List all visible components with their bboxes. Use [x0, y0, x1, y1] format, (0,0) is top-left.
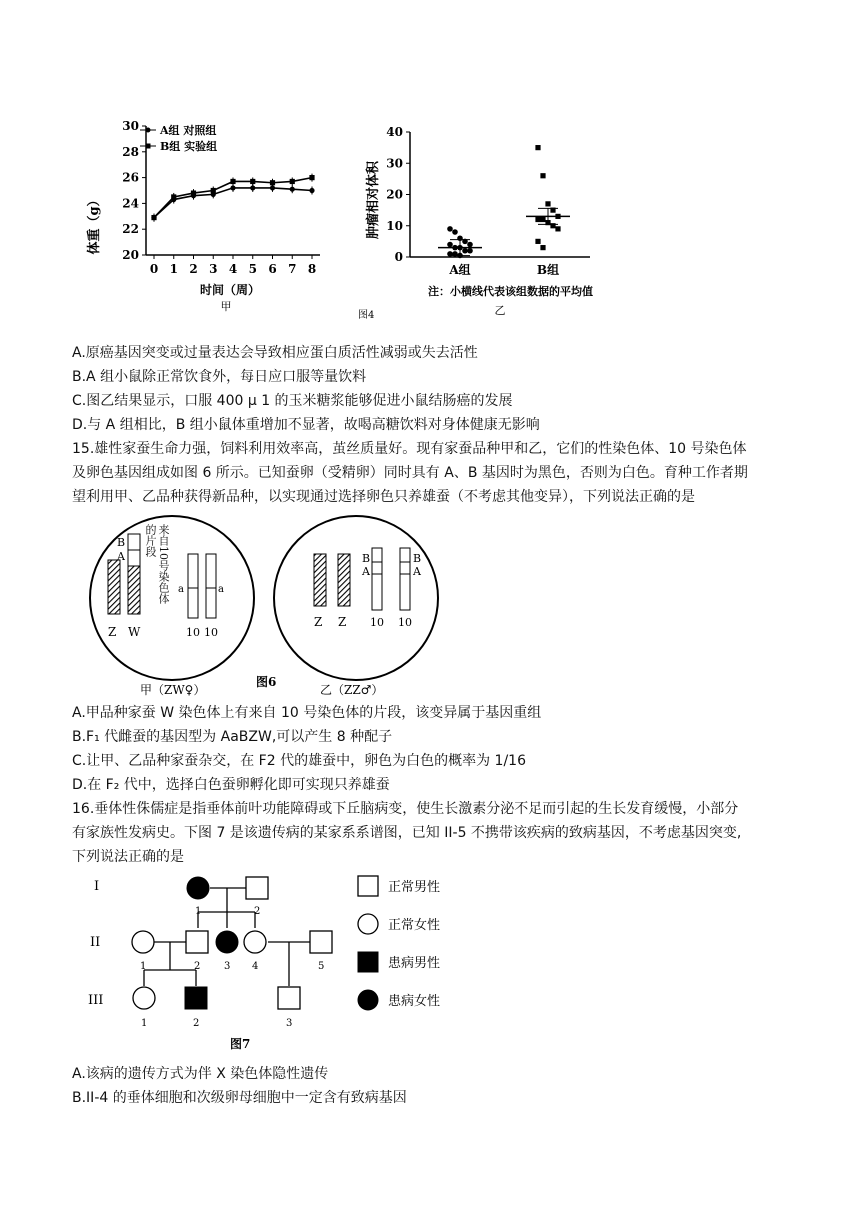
yi-point-b: [540, 245, 545, 250]
num-III-1: 1: [141, 1018, 148, 1029]
num-III-2: 2: [193, 1018, 200, 1029]
pedigree-II-2-normal-male: [186, 931, 208, 953]
yi-point-b: [555, 226, 560, 231]
gen-label-3: III: [88, 993, 104, 1008]
chromosome-z-1: [314, 554, 326, 606]
yi-point-b: [535, 145, 540, 150]
jia-xlabel: 时间（周）: [199, 283, 261, 297]
caption-yi: 乙（ZZ♂）: [320, 683, 384, 697]
jia-point-b: [230, 179, 235, 184]
yi-ytick-label: 10: [386, 218, 403, 233]
label-10-b: 10: [204, 626, 218, 639]
chromosome-10-right: [206, 554, 216, 618]
q15-stem-line-1: 15.雄性家蚕生命力强，饲料利用效率高，茧丝质量好。现有家蚕品种甲和乙，它们的性染色体、10 号染色体: [72, 441, 747, 457]
yi-ytick-label: 0: [394, 250, 403, 264]
yi-point-b: [540, 217, 545, 222]
segment-note: 来自10号染色体的片段: [144, 524, 170, 604]
q14-option-c: C.图乙结果显示，口服 400 μ 1 的玉米糖浆能够促进小鼠结肠癌的发展: [72, 393, 513, 409]
yi-ylabel: 肿瘤相对体积: [366, 160, 381, 240]
yi-point-b: [535, 239, 540, 244]
caption-jia: 甲（ZW♀）: [140, 683, 206, 697]
jia-ytick-label: 24: [122, 196, 139, 211]
gene-a-label: A: [117, 550, 125, 563]
chromosome-10-yi-1: [372, 548, 382, 610]
num-II-1: 1: [140, 961, 147, 972]
pedigree-III-3-normal-male: [278, 987, 300, 1009]
num-III-3: 3: [286, 1018, 293, 1029]
yi-sublabel: 乙: [494, 304, 506, 317]
label-10-yi-2: 10: [398, 616, 412, 629]
jia-xtick-label: 2: [189, 262, 198, 276]
label-10-a: 10: [186, 626, 200, 639]
q16-stem-line-1: 16.垂体性侏儒症是指垂体前叶功能障碍或下丘脑病变，使生长激素分泌不足而引起的生长发育缓慢，小部分: [72, 801, 739, 817]
jia-point-b: [270, 180, 275, 185]
yi-point-b: [545, 201, 550, 206]
yi-point-a: [467, 248, 473, 254]
chromosome-z: [108, 560, 120, 614]
jia-point-a: [250, 185, 255, 190]
fig6-jia: [90, 516, 254, 680]
yi-point-a: [467, 242, 473, 248]
pedigree-III-1-normal-female: [133, 987, 155, 1009]
jia-point-b: [290, 179, 295, 184]
gen-label-2: II: [90, 935, 101, 950]
yi-point-a: [452, 229, 458, 235]
q16-stem-line-3: 下列说法正确的是: [72, 849, 184, 865]
gene-a-small-1: a: [178, 584, 184, 595]
fig6-yi: [274, 516, 438, 680]
figure-7-pedigree: [80, 866, 480, 1056]
yi-cat-b: B组: [536, 263, 560, 277]
q15-option-d: D.在 F₂ 代中，选择白色蚕卵孵化即可实现只养雄蚕: [72, 777, 390, 793]
jia-point-a: [309, 188, 314, 193]
fig6-label: 图6: [256, 675, 277, 689]
label-w: W: [128, 625, 141, 639]
jia-point-b: [171, 194, 176, 199]
num-II-2: 2: [194, 961, 201, 972]
fig7-label: 图7: [230, 1037, 251, 1051]
chromosome-10-left: [188, 554, 198, 618]
label-z-2: Z: [338, 615, 347, 629]
yi-point-b: [540, 173, 545, 178]
num-II-5: 5: [318, 961, 325, 972]
jia-xtick-label: 6: [268, 262, 277, 276]
gene-a-yi-2: A: [413, 565, 421, 578]
legend-affected-male-symbol: [358, 952, 378, 972]
legend-normal-male-symbol: [358, 876, 378, 896]
jia-point-b: [211, 188, 216, 193]
q15-stem-line-2: 及卵色基因组成如图 6 所示。已知蚕卵（受精卵）同时具有 A、B 基因时为黑色，否则为白色。育种工作者期: [72, 465, 748, 481]
jia-xtick-label: 0: [149, 262, 159, 276]
num-I-1: 1: [195, 906, 202, 917]
label-z: Z: [108, 625, 117, 639]
num-II-4: 4: [252, 961, 259, 972]
legend-normal-female-symbol: [358, 914, 378, 934]
gen-label-1: I: [94, 879, 100, 894]
q14-option-d: D.与 A 组相比，B 组小鼠体重增加不显著，故喝高糖饮料对身体健康无影响: [72, 417, 540, 433]
yi-point-a: [447, 242, 453, 248]
yi-ytick-label: 20: [386, 187, 403, 202]
jia-xtick-label: 4: [228, 262, 238, 276]
jia-ytick-label: 30: [122, 119, 139, 133]
jia-point-b: [309, 175, 314, 180]
figure-6: [80, 512, 460, 700]
pedigree-II-1-normal-female: [132, 931, 154, 953]
chart-jia: [86, 119, 320, 313]
jia-ytick-label: 28: [122, 144, 139, 159]
yi-ytick-label: 30: [386, 156, 403, 171]
gene-b-label: B: [117, 536, 126, 549]
jia-ylabel: 体重（g）: [87, 193, 102, 255]
q15-option-b: B.F₁ 代雌蚕的基因型为 AaBZW,可以产生 8 种配子: [72, 729, 393, 745]
chromosome-10-yi-2: [400, 548, 410, 610]
q14-option-a: A.原癌基因突变或过量表达会导致相应蛋白质活性减弱或失去活性: [72, 345, 478, 361]
pedigree-II-3-affected-female: [216, 931, 238, 953]
pedigree-legend: [358, 876, 440, 1010]
legend-a: A组 对照组: [160, 124, 217, 137]
yi-cat-a: A组: [449, 263, 471, 277]
q16-option-b: B.II-4 的垂体细胞和次级卵母细胞中一定含有致病基因: [72, 1090, 407, 1106]
pedigree-II-4-normal-female: [244, 931, 266, 953]
jia-sublabel: 甲: [220, 300, 232, 313]
jia-point-b: [191, 190, 196, 195]
jia-point-b: [250, 179, 255, 184]
chromosome-w: [128, 566, 140, 614]
jia-xtick-label: 3: [209, 262, 218, 276]
yi-ytick-label: 40: [386, 125, 403, 139]
legend-affected-female-symbol: [358, 990, 378, 1010]
yi-point-a: [462, 248, 468, 254]
label-z-1: Z: [314, 615, 323, 629]
jia-point-b: [151, 215, 156, 220]
jia-xtick-label: 5: [248, 262, 257, 276]
pedigree-III-2-affected-male: [185, 987, 207, 1009]
jia-ytick-label: 22: [122, 222, 139, 237]
figure-4: [80, 112, 640, 322]
jia-xtick-label: 7: [288, 262, 297, 276]
jia-point-a: [290, 187, 295, 192]
gene-a-small-2: a: [218, 584, 224, 595]
q15-stem-line-3: 望利用甲、乙品种获得新品种，以实现通过选择卵色只养雄蚕（不考虑其他变异），下列说法正确的是: [72, 489, 695, 505]
legend-normal-female: 正常女性: [388, 918, 441, 933]
jia-xtick-label: 8: [307, 262, 317, 276]
jia-ytick-label: 26: [122, 170, 139, 185]
gene-b-yi-1: B: [362, 552, 371, 565]
legend-b: B组 实验组: [160, 140, 218, 153]
jia-ytick-label: 20: [122, 248, 139, 262]
q15-option-a: A.甲品种家蚕 W 染色体上有来自 10 号染色体的片段，该变异属于基因重组: [72, 705, 542, 721]
q16-option-a: A.该病的遗传方式为伴 X 染色体隐性遗传: [72, 1066, 329, 1082]
label-10-yi-1: 10: [370, 616, 384, 629]
yi-point-b: [535, 217, 540, 222]
chromosome-z-2: [338, 554, 350, 606]
q14-option-b: B.A 组小鼠除正常饮食外，每日应口服等量饮料: [72, 369, 367, 385]
pedigree-I-1-affected-female: [187, 877, 209, 899]
fig4-label: 图4: [358, 310, 375, 321]
yi-point-a: [447, 226, 453, 232]
pedigree-II-5-normal-male: [310, 931, 332, 953]
legend-affected-male: 患病男性: [388, 956, 441, 971]
yi-note: 注：小横线代表该组数据的平均值: [428, 285, 593, 298]
gene-b-yi-2: B: [413, 552, 422, 565]
jia-series-line: [154, 188, 312, 218]
q15-option-c: C.让甲、乙品种家蚕杂交，在 F2 代的雄蚕中，卵色为白色的概率为 1/16: [72, 753, 526, 769]
jia-legend: [140, 123, 217, 153]
legend-affected-female: 患病女性: [388, 994, 441, 1009]
num-I-2: 2: [254, 906, 261, 917]
gene-a-yi-1: A: [362, 565, 370, 578]
jia-xtick-label: 1: [169, 262, 178, 276]
legend-normal-male: 正常男性: [388, 880, 441, 895]
num-II-3: 3: [224, 961, 231, 972]
q16-stem-line-2: 有家族性发病史。下图 7 是该遗传病的某家系系谱图，已知 II-5 不携带该疾病的致病基因，不考虑基因突变,: [72, 825, 742, 841]
chart-yi: [365, 125, 593, 317]
jia-point-a: [230, 185, 235, 190]
pedigree-I-2-normal-male: [246, 877, 268, 899]
